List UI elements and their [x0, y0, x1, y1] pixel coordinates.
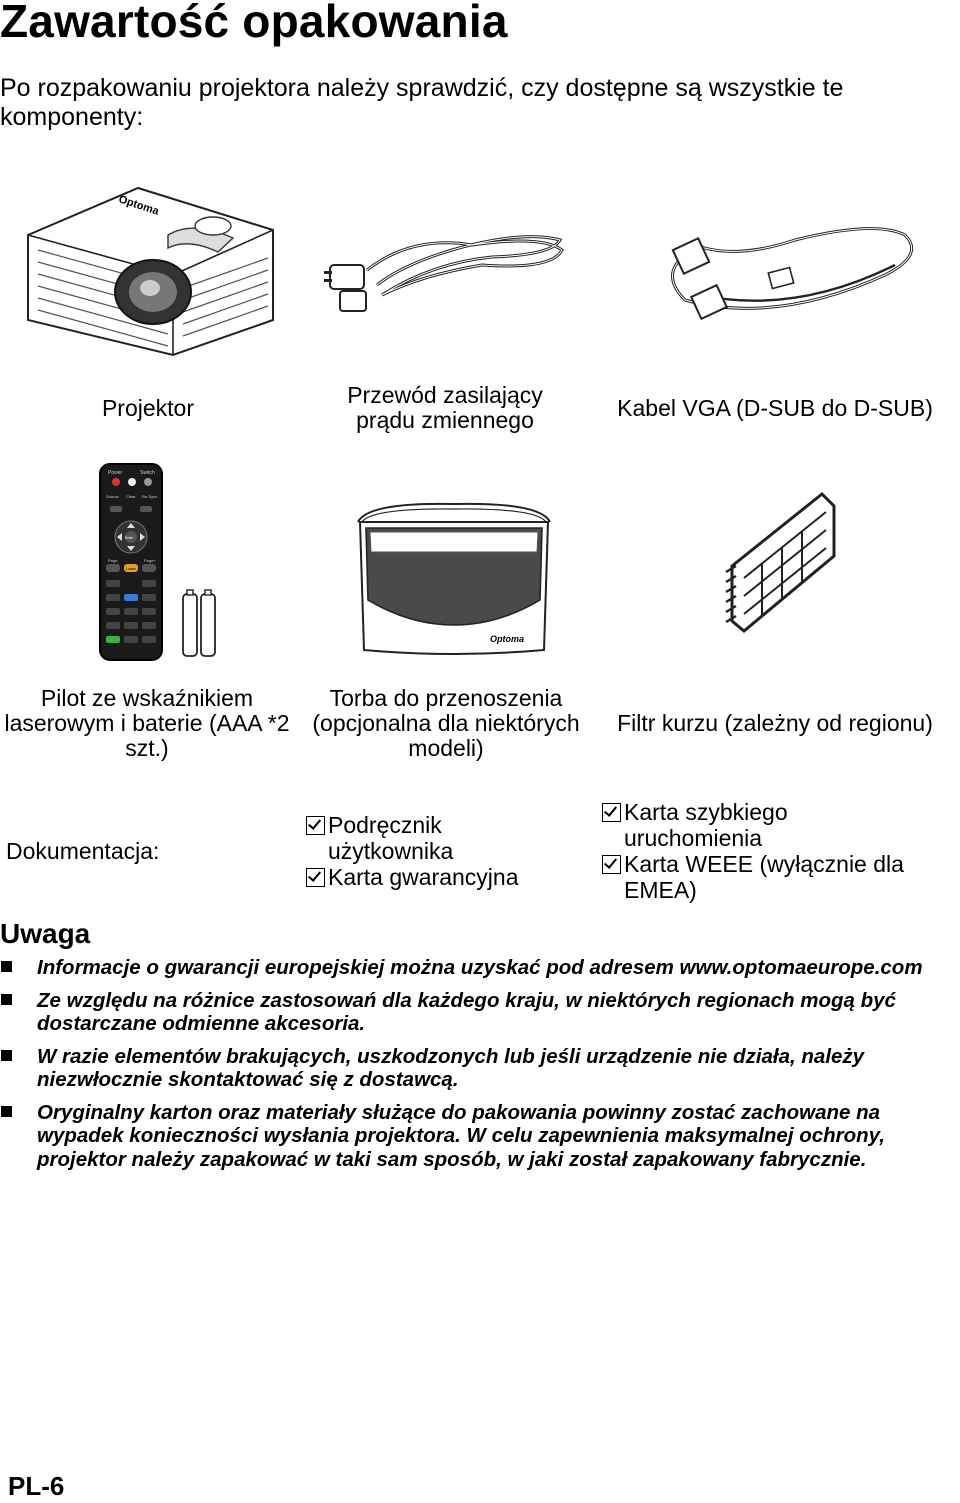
page-title: Zawartość opakowania: [0, 0, 508, 47]
remote-label-clear: Clear: [126, 494, 136, 499]
carrying-bag-icon: [348, 500, 560, 660]
caption-projector: Projektor: [101, 395, 195, 421]
checkbox-icon: [306, 816, 325, 835]
remote-label-power: Power: [108, 470, 123, 476]
note-item: Oryginalny karton oraz materiały służące do pakowania powinny zostać zachowane na wypadek konieczności wysłania projektora. W celu zapewnienia maksymalnej ochrony, projektor należy zapakować w taki sam sposób, w jaki został zapakowany fabrycznie.: [0, 1101, 960, 1172]
notes-list: [0, 956, 960, 1180]
remote-label-page-plus: Page+: [144, 558, 156, 563]
documentation-list-2: [602, 799, 922, 903]
bullet-square-icon: [1, 1050, 12, 1061]
doc-item: Karta gwarancyjna: [306, 864, 566, 890]
doc-item: Podręcznik użytkownika: [306, 812, 566, 864]
bullet-square-icon: [1, 994, 12, 1005]
power-cord-icon: [322, 215, 572, 315]
caption-dust-filter: Filtr kurzu (zależny od regionu): [617, 710, 933, 736]
vga-cable-icon: [655, 215, 930, 325]
remote-label-source: Source: [106, 494, 119, 499]
remote-label-resync: Re-Sync: [142, 494, 158, 499]
bag-brand-logo: Optoma: [490, 634, 525, 644]
checkbox-icon: [602, 855, 621, 874]
checkbox-icon: [602, 803, 621, 822]
remote-label-enter: Enter: [125, 536, 134, 540]
caption-power-cord: Przewód zasilający prądu zmiennego: [347, 382, 543, 433]
note-item: Ze względu na różnice zastosowań dla każdego kraju, w niektórych regionach mogą być dostarczane odmienne akcesoria.: [0, 989, 960, 1036]
caption-remote: Pilot ze wskaźnikiem laserowym i baterie (AAA *2 szt.): [4, 685, 290, 761]
bullet-square-icon: [1, 1106, 12, 1117]
remote-label-page-minus: Page-: [108, 558, 119, 563]
note-heading: Uwaga: [0, 918, 91, 949]
note-item: W razie elementów brakujących, uszkodzonych lub jeśli urządzenie nie działa, należy niezwłocznie skontaktować się z dostawcą.: [0, 1045, 960, 1092]
page-number: PL-6: [8, 1471, 65, 1501]
note-item: Informacje o gwarancji europejskiej można uzyskać pod adresem www.optomaeurope.com: [0, 956, 960, 980]
caption-vga-cable: Kabel VGA (D-SUB do D-SUB): [617, 395, 933, 421]
remote-label-switch: Switch: [140, 470, 155, 476]
remote-control-icon: [98, 462, 170, 662]
documentation-list-1: [306, 812, 566, 890]
documentation-label: Dokumentacja:: [6, 838, 160, 864]
bullet-square-icon: [1, 961, 12, 972]
caption-bag: Torba do przenoszenia (opcjonalna dla niektórych modeli): [312, 685, 580, 761]
projector-icon: [18, 180, 280, 360]
doc-item: Karta szybkiego uruchomienia: [602, 799, 922, 851]
battery-icon: [180, 588, 220, 658]
dust-filter-icon: [722, 486, 837, 636]
brand-logo: Optoma: [117, 193, 161, 218]
doc-item: Karta WEEE (wyłącznie dla EMEA): [602, 851, 922, 903]
remote-label-laser: Laser: [126, 566, 137, 571]
checkbox-icon: [306, 868, 325, 887]
intro-text: Po rozpakowaniu projektora należy sprawdzić, czy dostępne są wszystkie te komponenty:: [0, 74, 844, 131]
